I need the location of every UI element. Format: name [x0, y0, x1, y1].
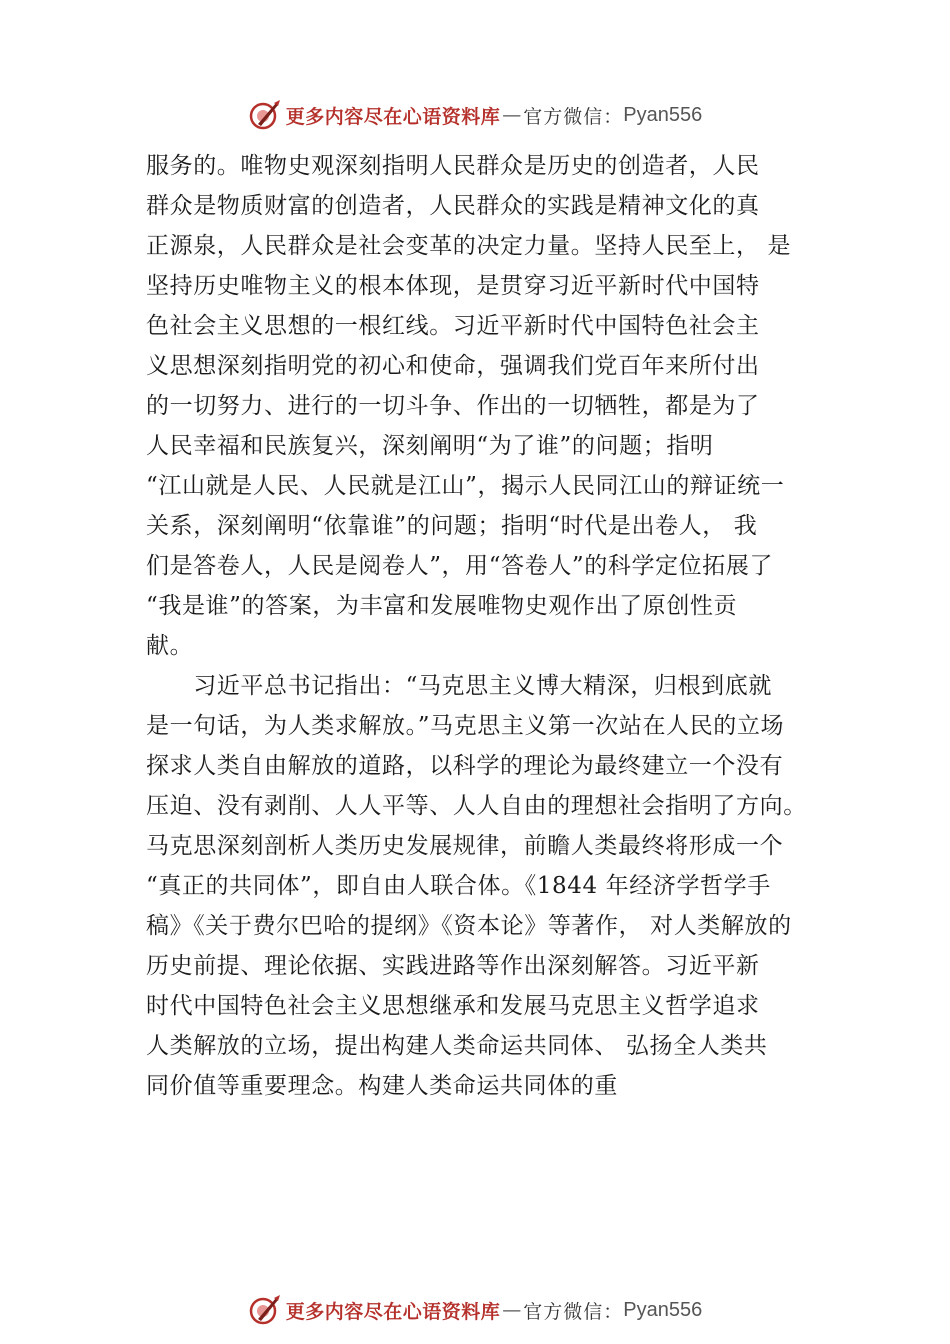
body-line: 献。	[146, 633, 194, 659]
body-line: 坚持历史唯物主义的根本体现，是贯穿习近平新时代中国特	[146, 273, 760, 299]
body-line: 同价值等重要理念。构建人类命运共同体的重	[146, 1073, 618, 1099]
body-line: 稿》《关于费尔巴哈的提纲》《资本论》等著作， 对人类解放的	[146, 913, 792, 939]
banner-dash: —	[502, 104, 522, 126]
body-line: 探求人类自由解放的道路，以科学的理论为最终建立一个没有	[146, 753, 784, 779]
document-body	[146, 146, 826, 1106]
body-line: 关系，深刻阐明“依靠谁”的问题；指明“时代是出卷人， 我	[146, 513, 758, 539]
body-line: “江山就是人民、人民就是江山”，揭示人民同江山的辩证统一	[146, 473, 785, 499]
body-line: 义思想深刻指明党的初心和使命，强调我们党百年来所付出	[146, 353, 760, 379]
body-line: 人民幸福和民族复兴，深刻阐明“为了谁”的问题；指明	[146, 433, 714, 459]
banner-wechat-label: 官方微信：	[523, 1300, 624, 1323]
body-line: “真正的共同体”，即自由人联合体。《1844 年经济学哲学手	[146, 873, 771, 899]
body-line: 人类解放的立场，提出构建人类命运共同体、 弘扬全人类共	[146, 1033, 768, 1059]
body-line: 服务的。唯物史观深刻指明人民群众是历史的创造者，人民	[146, 153, 760, 179]
header-banner	[0, 95, 950, 135]
banner-dash: —	[502, 1299, 522, 1321]
banner-lead-text: 更多内容尽在心语资料库	[285, 1300, 501, 1323]
quill-pen-logo-icon	[248, 1293, 282, 1327]
body-line: 习近平总书记指出：“马克思主义博大精深，归根到底就	[146, 673, 772, 699]
body-line: 们是答卷人，人民是阅卷人”，用“答卷人”的科学定位拓展了	[146, 553, 774, 579]
body-line: 色社会主义思想的一根红线。习近平新时代中国特色社会主	[146, 313, 760, 339]
body-line: 群众是物质财富的创造者，人民群众的实践是精神文化的真	[146, 193, 760, 219]
body-line: 马克思深刻剖析人类历史发展规律，前瞻人类最终将形成一个	[146, 833, 784, 859]
banner-wechat-id: Pyan556	[623, 1298, 703, 1321]
banner-lead-text: 更多内容尽在心语资料库	[285, 105, 501, 128]
body-line: 的一切努力、进行的一切斗争、作出的一切牺牲，都是为了	[146, 393, 760, 419]
banner-wechat-label: 官方微信：	[523, 105, 624, 128]
quill-pen-logo-icon	[248, 98, 282, 132]
body-line: 是一句话，为人类求解放。”马克思主义第一次站在人民的立场	[146, 713, 785, 739]
body-line: “我是谁”的答案，为丰富和发展唯物史观作出了原创性贡	[146, 593, 738, 619]
body-line: 正源泉，人民群众是社会变革的决定力量。坚持人民至上， 是	[146, 233, 792, 259]
banner-wechat-id: Pyan556	[623, 103, 703, 126]
body-line: 压迫、没有剥削、人人平等、人人自由的理想社会指明了方向。	[146, 793, 807, 819]
footer-banner	[0, 1290, 950, 1330]
body-line: 时代中国特色社会主义思想继承和发展马克思主义哲学追求	[146, 993, 760, 1019]
body-line: 历史前提、理论依据、实践进路等作出深刻解答。习近平新	[146, 953, 760, 979]
